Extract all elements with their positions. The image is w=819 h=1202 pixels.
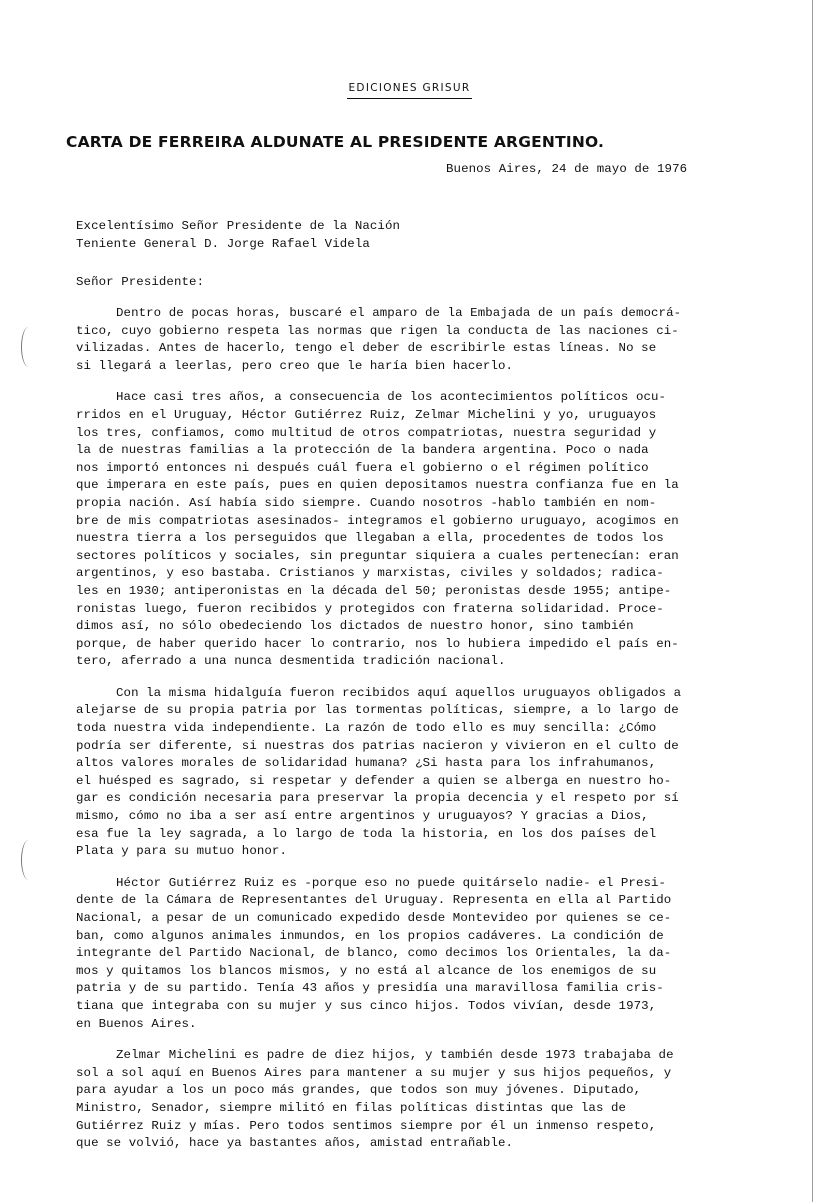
- paragraph-line: si llegará a leerlas, pero creo que le haría bien hacerlo.: [76, 358, 514, 373]
- paragraph-line: Dentro de pocas horas, buscaré el amparo de la Embajada de un país democrá-: [116, 306, 682, 320]
- salutation: Señor Presidente:: [76, 275, 205, 289]
- paragraph-line: Con la misma hidalguía fueron recibidos aquí aquellos uruguayos obligados a: [116, 685, 682, 700]
- paragraph-line: porque, de haber querido hacer lo contrario, nos lo hubiera impedido el país en-: [76, 636, 679, 651]
- paragraph-line: el huésped es sagrado, si respetar y defender a quien se alberga en nuestro ho-: [76, 773, 672, 788]
- paragraph-line: alejarse de su propia patria por las tormentas políticas, siempre, a lo largo de: [76, 703, 679, 718]
- paragraph: [76, 305, 746, 375]
- paragraph-line: altos valores morales de solidaridad humana? ¿Si hasta para los infrahumanos,: [76, 756, 657, 771]
- paragraph-line: nuestra tierra a los perseguidos que llegaban a ella, procedentes de todos los: [76, 531, 664, 546]
- paragraph-line: en Buenos Aires.: [76, 1016, 197, 1031]
- paragraph-line: toda nuestra vida independiente. La razón de todo ello es muy sencilla: ¿Cómo: [76, 721, 657, 736]
- paragraph-line: Zelmar Michelini es padre de diez hijos, y también desde 1973 trabajaba de: [116, 1048, 674, 1063]
- paragraph-line: Ministro, Senador, siempre militó en filas políticas distintas que las de: [76, 1100, 627, 1115]
- paragraph-line: para ayudar a los un poco más grandes, que todos son muy jóvenes. Diputado,: [76, 1083, 642, 1098]
- paragraph: [76, 875, 746, 1033]
- paragraph-line: Gutiérrez Ruiz y mías. Pero todos sentimos siempre por él un inmenso respeto,: [76, 1118, 657, 1133]
- paragraph-line: bre de mis compatriotas asesinados- integramos el gobierno uruguayo, acogimos en: [76, 513, 679, 528]
- paragraph-line: tiana que integraba con su mujer y sus cinco hijos. Todos vivían, desde 1973,: [76, 998, 657, 1013]
- paragraph-line: mos y quitamos los blancos mismos, y no está al alcance de los enemigos de su: [76, 963, 657, 978]
- paragraph-line: que imperara en este país, pues en quien depositamos nuestra confianza fue en la: [76, 478, 679, 493]
- paragraph-line: ban, como algunos animales inmundos, en los propios cadáveres. La condición de: [76, 928, 664, 943]
- paragraph: [76, 685, 746, 861]
- recipient-line: Teniente General D. Jorge Rafael Videla: [76, 237, 370, 251]
- letter-body: [76, 305, 746, 1167]
- paragraph-line: les en 1930; antiperonistas en la década del 50; peronistas desde 1955; antipe-: [76, 583, 672, 598]
- paragraph-line: esa fue la ley sagrada, a lo largo de toda la historia, en los dos países del: [76, 826, 657, 841]
- paragraph-line: dente de la Cámara de Representantes del Uruguay. Representa en ella al Partido: [76, 893, 672, 908]
- paragraph-line: mismo, cómo no iba a ser así entre argentinos y uruguayos? Y gracias a Dios,: [76, 809, 649, 824]
- paragraph-line: los tres, confiamos, como multitud de otros compatriotas, nuestra seguridad y: [76, 425, 657, 440]
- paragraph-line: gar es condición necesaria para preservar la propia decencia y el respeto por sí: [76, 791, 679, 806]
- paragraph-line: tero, aferrado a una nunca desmentida tradición nacional.: [76, 654, 506, 669]
- paragraph-line: sectores políticos y sociales, sin preguntar siquiera a cuales pertenecían: eran: [76, 548, 679, 563]
- paragraph-line: integrante del Partido Nacional, de blanco, como decimos los Orientales, la da-: [76, 946, 672, 961]
- paragraph-line: tico, cuyo gobierno respeta las normas que rigen la conducta de las naciones ci-: [76, 323, 679, 338]
- publisher-name: EDICIONES GRISUR: [347, 82, 473, 99]
- paragraph-line: ronistas luego, fueron recibidos y protegidos con fraterna solidaridad. Proce-: [76, 601, 664, 616]
- paragraph-line: Héctor Gutiérrez Ruiz es -porque eso no puede quitárselo nadie- el Presi-: [116, 875, 667, 890]
- paragraph-line: la de nuestras familias a la protección de la bandera argentina. Poco o nada: [76, 443, 649, 458]
- paragraph: [76, 1047, 746, 1153]
- paragraph-line: Plata y para su mutuo honor.: [76, 844, 287, 859]
- paragraph-line: Hace casi tres años, a consecuencia de los acontecimientos políticos ocu-: [116, 390, 667, 405]
- paragraph-line: vilizadas. Antes de hacerlo, tengo el deber de escribirle estas líneas. No se: [76, 341, 657, 356]
- paragraph-line: nos importó entonces ni después cuál fuera el gobierno o el régimen político: [76, 460, 649, 475]
- paragraph-line: Nacional, a pesar de un comunicado expedido desde Montevideo por quienes se ce-: [76, 911, 672, 925]
- letter-date: Buenos Aires, 24 de mayo de 1976: [446, 162, 688, 176]
- recipient-address: [76, 217, 400, 253]
- paragraph-line: rridos en el Uruguay, Héctor Gutiérrez Ruiz, Zelmar Michelini y yo, uruguayos: [76, 407, 657, 422]
- paragraph: [76, 389, 746, 671]
- paragraph-line: patria y de su partido. Tenía 43 años y presidía una maravillosa familia cris-: [76, 981, 664, 996]
- page-edge-line: [812, 0, 813, 1202]
- paragraph-line: argentinos, y eso bastaba. Cristianos y marxistas, civiles y soldados; radica-: [76, 566, 664, 581]
- paragraph-line: podría ser diferente, si nuestras dos patrias nacieron y vivieron en el culto de: [76, 738, 679, 753]
- punch-hole-mark: [21, 840, 36, 880]
- publisher-header: [0, 78, 819, 99]
- paragraph-line: propia nación. Así había sido siempre. Cuando nosotros -hablo también en nom-: [76, 495, 657, 510]
- paragraph-line: dimos así, no sólo obedeciendo los dictados de nuestro honor, sino también: [76, 619, 634, 634]
- punch-hole-mark: [21, 327, 36, 367]
- letter-title: CARTA DE FERREIRA ALDUNATE AL PRESIDENTE ARGENTINO.: [66, 133, 605, 151]
- paragraph-line: que se volvió, hace ya bastantes años, amistad entrañable.: [76, 1136, 514, 1151]
- paragraph-line: sol a sol aquí en Buenos Aires para mantener a su mujer y sus hijos pequeños, y: [76, 1065, 672, 1080]
- recipient-line: Excelentísimo Señor Presidente de la Nación: [76, 219, 401, 233]
